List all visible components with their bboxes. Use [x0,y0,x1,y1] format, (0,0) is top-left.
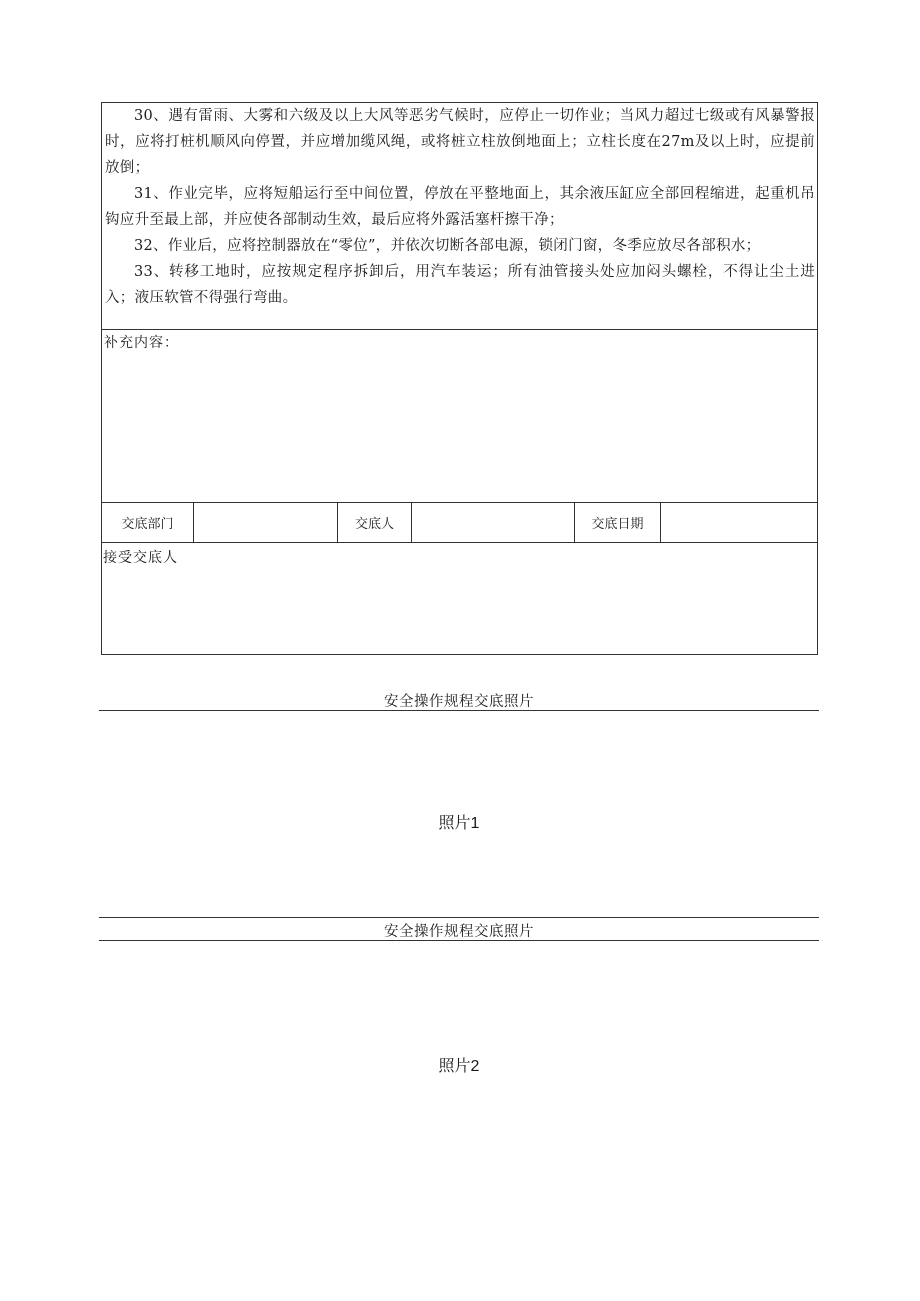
photo-2-placeholder: 照片2 [438,1058,480,1075]
photo-1-heading: 安全操作规程交底照片 [384,694,534,710]
receiver-label: 接受交底人 [103,550,178,566]
supplement-content-field[interactable] [106,354,813,498]
dept-label: 交底部门 [102,503,194,542]
photo-2-upper-divider [99,917,819,918]
safety-briefing-table [101,102,818,655]
rule-item-31: 31、作业完毕，应将短船运行至中间位置，停放在平整地面上，其余液压缸应全部回程缩进，起重机吊钩应升至最上部，并应使各部制动生效，最后应将外露活塞杆擦干净； [105,186,815,228]
supplement-label: 补充内容： [104,335,179,351]
rules-section [102,103,817,330]
receiver-value-field[interactable] [106,569,813,650]
person-label: 交底人 [338,503,412,542]
rule-item-32: 32、作业后，应将控制器放在“零位”，并依次切断各部电源，锁闭门窗，冬季应放尽各部积水； [134,238,761,254]
photo-2-heading: 安全操作规程交底照片 [384,924,534,940]
signoff-row [102,503,817,543]
person-value-field[interactable] [412,503,575,542]
photo-1-placeholder: 照片1 [438,815,480,832]
receiver-section [102,543,817,654]
date-value-field[interactable] [661,503,817,542]
photo-2-top-divider [99,940,819,941]
date-label: 交底日期 [575,503,661,542]
rule-item-33: 33、转移工地时，应按规定程序拆卸后，用汽车装运；所有油管接头处应加闷头螺栓，不得让尘土进入；液压软管不得强行弯曲。 [105,264,815,306]
rule-item-30: 30、遇有雷雨、大雾和六级及以上大风等恶劣气候时，应停止一切作业；当风力超过七级或有风暴警报时，应将打桩机顺风向停置，并应增加缆风绳，或将桩立柱放倒地面上；立柱长度在27m及以上时，应提前放倒； [105,108,815,176]
photo-1-top-divider [99,710,819,711]
dept-value-field[interactable] [194,503,338,542]
supplement-section [102,330,817,503]
